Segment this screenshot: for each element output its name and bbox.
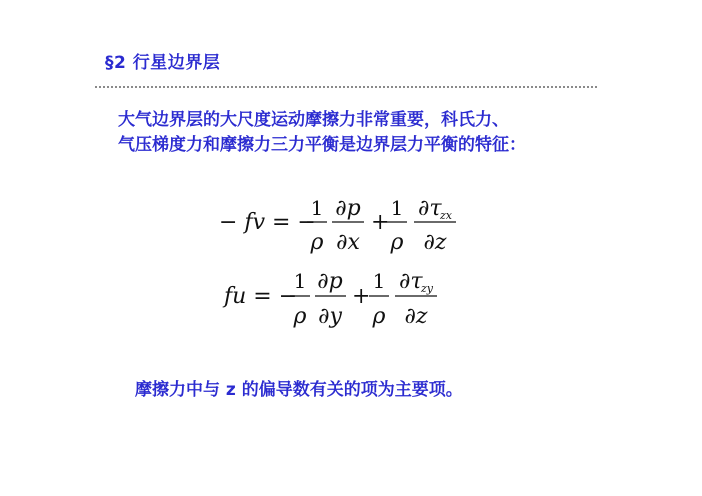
eq1-term4-subscript: zx xyxy=(440,209,452,222)
eq2-term1-denominator: ρ xyxy=(293,304,307,329)
eq1-term4-denominator: ∂z xyxy=(423,230,447,255)
eq1-lhs: − fv = − xyxy=(219,210,316,235)
eq2-lhs: fu = − xyxy=(224,284,298,309)
eq1-term2-denominator: ∂x xyxy=(336,230,360,255)
eq2-term4-denominator: ∂z xyxy=(404,304,428,329)
eq2-term3-numerator: 1 xyxy=(372,269,386,293)
equation-1 xyxy=(219,196,456,255)
section-title: §2 行星边界层 xyxy=(105,53,221,73)
eq1-term4-numerator: ∂τ xyxy=(418,196,442,221)
eq1-term1-numerator: 1 xyxy=(310,196,324,220)
eq1-term1-denominator: ρ xyxy=(310,230,324,255)
equation-2 xyxy=(222,269,437,329)
conclusion-text: 摩擦力中与 z 的偏导数有关的项为主要项。 xyxy=(135,380,463,400)
eq2-term2-numerator: ∂p xyxy=(317,269,343,294)
intro-line-1: 大气边界层的大尺度运动摩擦力非常重要，科氏力、 xyxy=(118,110,509,130)
eq2-term4-numerator: ∂τ xyxy=(399,269,423,294)
eq2-term3-denominator: ρ xyxy=(372,304,386,329)
intro-line-2: 气压梯度力和摩擦力三力平衡是边界层力平衡的特征： xyxy=(118,135,526,155)
eq2-term2-denominator: ∂y xyxy=(318,304,342,329)
eq1-plus: + xyxy=(371,210,390,235)
eq1-term2-numerator: ∂p xyxy=(335,196,361,221)
eq2-plus: + xyxy=(352,284,371,309)
eq2-term4-subscript: zy xyxy=(421,282,434,295)
eq1-term3-denominator: ρ xyxy=(390,230,404,255)
eq1-term3-numerator: 1 xyxy=(390,196,404,220)
eq2-term1-numerator: 1 xyxy=(293,269,307,293)
